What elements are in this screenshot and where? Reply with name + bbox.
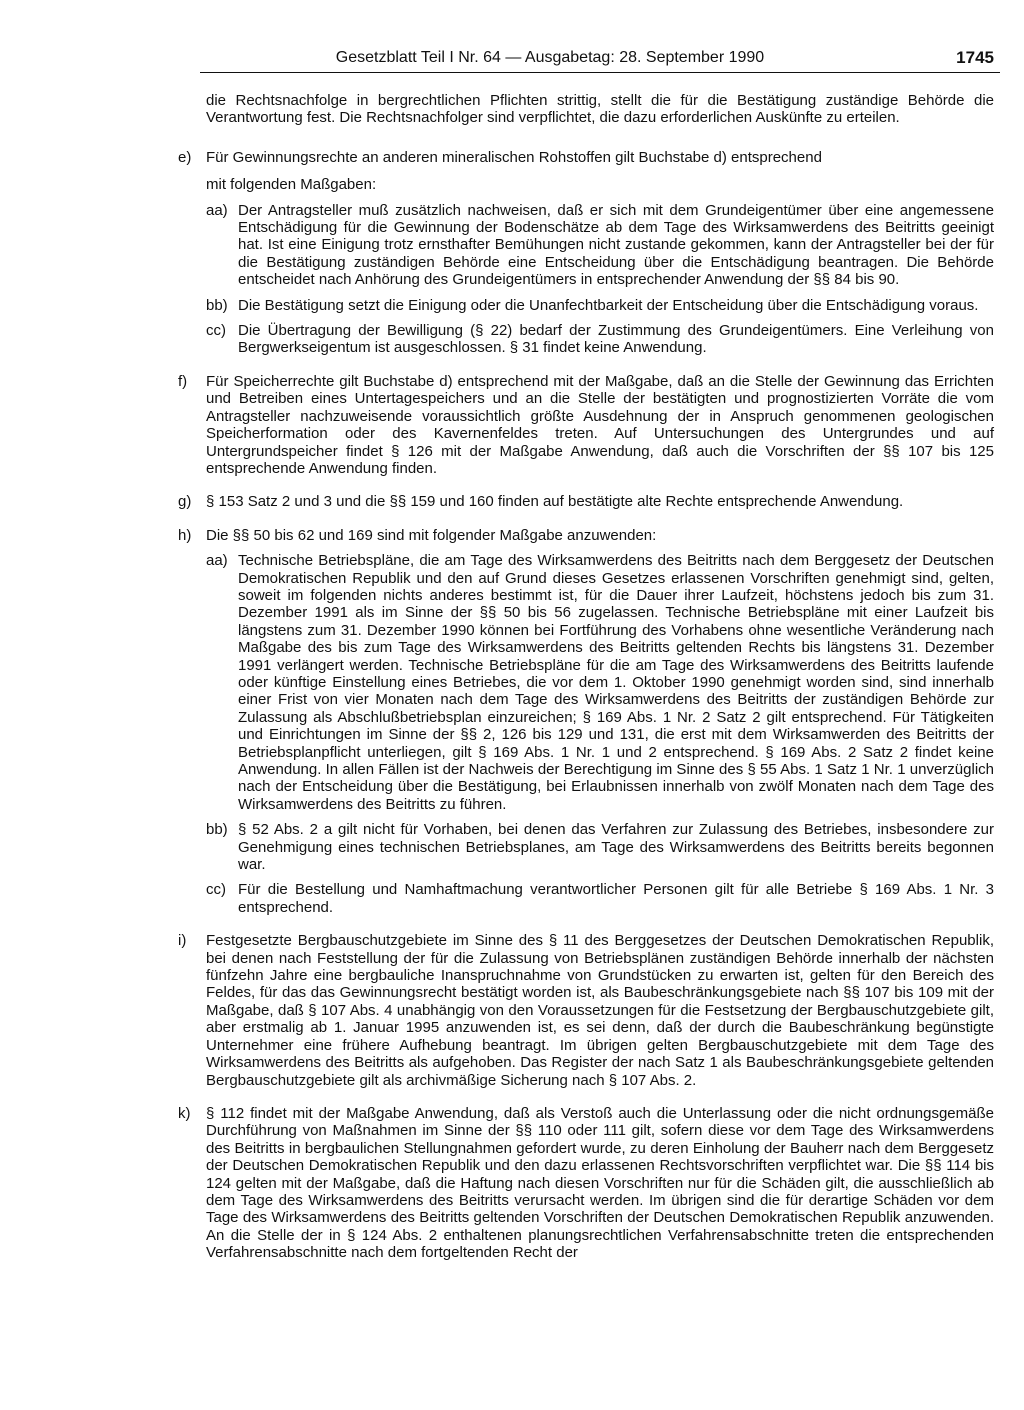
subitem-bb: [206, 821, 994, 873]
subitem-text: Die Bestätigung setzt die Einigung oder die Unanfechtbarkeit der Entscheidung über die Entschädigung voraus.: [238, 296, 979, 314]
list-item-i: [174, 932, 994, 1089]
list-item-h: [174, 527, 994, 917]
list-item-e: [174, 149, 994, 357]
list-item-f: [174, 373, 994, 477]
subitem-text: Die Übertragung der Bewilligung (§ 22) bedarf der Zustimmung des Grundeigentümers. Eine Verleihung von Bergwerkseigentum ist ausgeschlossen. § 31 findet keine Anwendung.: [238, 322, 994, 357]
subitem-aa: [206, 552, 994, 813]
subitem-text: Der Antragsteller muß zusätzlich nachweisen, daß er sich mit dem Grundeigentümer über eine angemessene Entschädigung für die Gewinnung der Bodenschätze ab dem Tage des Wirksamwerdens des Beitritts geeinigt hat. Ist eine Einigung trotz ernsthafter Bemühungen nicht zustande gekommen, kann der Antragsteller bei der für die Bestätigung zuständigen Behörde eine Entscheidung über die Entschädigung beantragen. Die Behörde entscheidet nach Anhörung des Grundeigentümers in entsprechender Anwendung der §§ 84 bis 90.: [238, 201, 994, 289]
page-body: [174, 92, 994, 1278]
subitem-text: § 52 Abs. 2 a gilt nicht für Vorhaben, bei denen das Verfahren zur Zulassung des Betriebes, insbesondere zur Genehmigung eines technischen Betriebsplanes, am Tage des Wirksamwerdens des Beitritts bereits begonnen war.: [238, 821, 994, 874]
item-label: g): [178, 493, 192, 511]
subitem-label: bb): [206, 296, 228, 314]
subitem-text: Für die Bestellung und Namhaftmachung verantwortlicher Personen gilt für alle Betriebe § 169 Abs. 1 Nr. 3 entsprechend.: [238, 881, 994, 916]
item-text: Die §§ 50 bis 62 und 169 sind mit folgender Maßgabe anzuwenden:: [206, 526, 657, 544]
item-label: f): [178, 372, 188, 390]
subitem-bb: [206, 297, 994, 314]
list-item-g: [174, 493, 994, 510]
subitem-label: cc): [206, 322, 226, 340]
item-text-continued: mit folgenden Maßgaben:: [206, 176, 377, 194]
subitem-label: cc): [206, 881, 226, 899]
subitem-cc: [206, 881, 994, 916]
subitem-cc: [206, 322, 994, 357]
item-text: Für Speicherrechte gilt Buchstabe d) entsprechend mit der Maßgabe, daß an die Stelle der Gewinnung das Errichten und Betreiben eines Untertagespeichers und an die Stelle der bestätigten und prognostizierten Vorräte die vom Antragsteller nachzuweisende voraussichtlich größte Ausdehnung der in Anspruch genommenen geologischen Speicherformation oder des Kavernenfeldes treten. Auf Untersuchungen des Untergrundes und auf Untergrundspeicher findet § 126 mit der Maßgabe Anwendung, daß auch die Vorschriften der §§ 107 bis 125 entsprechende Anwendung finden.: [206, 372, 994, 477]
subitem-aa: [206, 202, 994, 289]
item-text: Festgesetzte Bergbauschutzgebiete im Sinne des § 11 des Berggesetzes der Deutschen Demokratischen Republik, bei denen nach Feststellung der für die Zulassung von Betriebsplänen zuständigen Behörde innerhalb der nächsten fünfzehn Jahre eine bergbauliche Inanspruchnahme von Grundstücken zu erwarten ist, gelten für den Bereich des Feldes, für das das Gewinnungsrecht bestätigt worden ist, als Baubeschränkungsgebiete nach §§ 107 bis 109 mit der Maßgabe, daß § 107 Abs. 4 unabhängig von den Voraussetzungen für die Festsetzung der Bergbauschutzgebiete gilt, aber erstmalig ab 1. Januar 1995 anzuwenden ist, es sei denn, daß der durch die Baubeschränkung begünstigte Unternehmer eine frühere Aufhebung beantragt. Im übrigen gelten Bergbauschutzgebiete mit dem Tage des Wirksamwerdens des Beitritts als aufgehoben. Das Register der nach Satz 1 als Baubeschränkungsgebiete geltenden Bergbauschutzgebiete gilt als archivmäßige Sicherung nach § 107 Abs. 2.: [206, 932, 994, 1089]
running-header: [200, 48, 1000, 73]
subitem-label: aa): [206, 552, 228, 570]
item-text: § 112 findet mit der Maßgabe Anwendung, daß als Verstoß auch die Unterlassung oder die nicht ordnungsgemäße Durchführung von Maßnahmen im Sinne der §§ 110 oder 111 gilt, sofern diese vor dem Tage des Wirksamwerdens des Beitritts in bergbaulichen Stellungnahmen gefordert wurde, zu deren Einholung der Bauherr nach dem Berggesetz der Deutschen Demokratischen Republik und den dazu erlassenen Rechtsvorschriften verpflichtet war. Die §§ 114 bis 124 gelten mit der Maßgabe, daß die Haftung nach diesen Vorschriften nur für die Schäden gilt, die ausschließlich ab dem Tage des Wirksamwerdens des Beitritts verursacht werden. Im übrigen sind die für derartige Schäden vor dem Tage des Wirksamwerdens des Beitritts geltenden Vorschriften der Deutschen Demokratischen Republik anzuwenden. An die Stelle der in § 124 Abs. 2 enthaltenen planungsrechtlichen Verfahrensabschnitte treten die entsprechenden Verfahrensabschnitte nach dem fortgeltenden Recht der: [206, 1104, 994, 1262]
subitem-text: Technische Betriebspläne, die am Tage des Wirksamwerdens des Beitritts nach dem Berggesetz der Deutschen Demokratischen Republik und den auf Grund dieses Gesetzes erlassenen Vorschriften genehmigt sind, gelten, soweit im folgenden nichts anderes bestimmt ist, für die Dauer ihrer Laufzeit, höchstens jedoch bis zum 31. Dezember 1991 als im Sinne der §§ 50 bis 56 zugelassen. Technische Betriebspläne mit einer Laufzeit bis längstens zum 31. Dezember 1990 können bei Fortführung des Vorhabens ohne wesentliche Veränderung nach Maßgabe des bis zum Tage des Wirksamwerdens des Beitritts geltenden Rechts bis längstens 31. Dezember 1991 verlängert werden. Technische Betriebspläne für die am Tage des Wirksamwerdens des Beitritts laufende oder künftige Einstellung eines Betriebes, die vor dem 1. Oktober 1990 genehmigt worden sind, sind innerhalb einer Frist von vier Monaten nach dem Tage des Wirksamwerdens des Beitritts der zuständigen Behörde zur Zulassung als Abschlußbetriebsplan einzureichen; § 169 Abs. 1 Nr. 2 Satz 2 gilt entsprechend. Für Tätigkeiten und Einrichtungen im Sinne der §§ 2, 126 bis 129 und 131, die erst mit dem Wirksamwerden des Beitritts der Betriebsplanpflicht unterliegen, gilt § 169 Abs. 1 Nr. 1 und 2 entsprechend. § 169 Abs. 2 Satz 2 findet keine Anwendung. In allen Fällen ist der Nachweis der Berechtigung im Sinne des § 55 Abs. 1 Satz 1 Nr. 1 unverzüglich nach der Entscheidung über die Bestätigung, bei Erlaubnissen innerhalb von zwölf Monaten nach dem Tage des Wirksamwerdens des Beitritts zu führen.: [238, 552, 994, 813]
item-text: Für Gewinnungsrechte an anderen mineralischen Rohstoffen gilt Buchstabe d) entsprechend: [206, 148, 822, 166]
item-text: § 153 Satz 2 und 3 und die §§ 159 und 160 finden auf bestätigte alte Rechte entsprechende Anwendung.: [206, 493, 904, 511]
header-title: Gesetzblatt Teil I Nr. 64 — Ausgabetag: 28. September 1990: [335, 49, 765, 66]
item-label: e): [178, 148, 192, 166]
item-label: h): [178, 526, 192, 544]
subitem-label: bb): [206, 821, 228, 839]
subitem-label: aa): [206, 201, 228, 219]
page-number: 1745: [956, 48, 994, 67]
item-label: k): [178, 1104, 191, 1122]
list-item-k: [174, 1105, 994, 1262]
continuation-paragraph: die Rechtsnachfolge in bergrechtlichen Pflichten strittig, stellt die für die Bestätigung zuständige Behörde die Verantwortung fest. Die Rechtsnachfolger sind verpflichtet, die dazu erforderlichen Auskünfte zu erteilen.: [206, 92, 994, 127]
item-label: i): [178, 932, 187, 950]
